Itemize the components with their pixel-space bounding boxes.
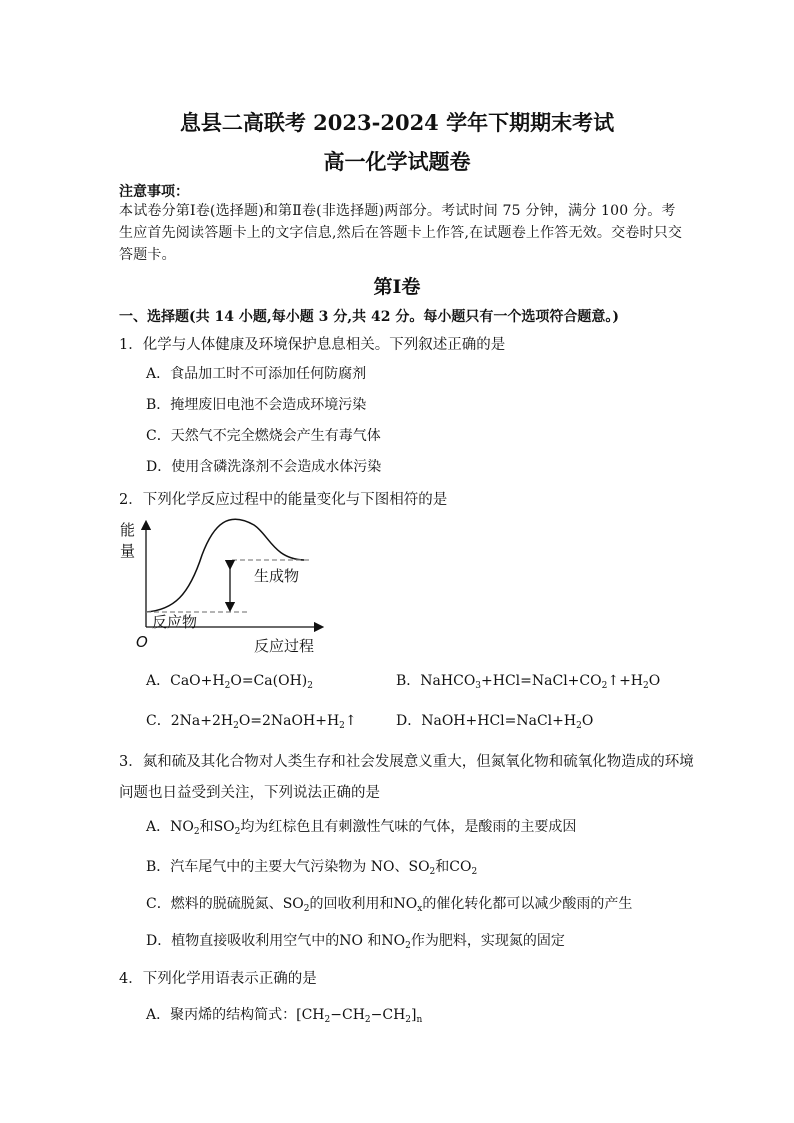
section-title: 第Ⅰ卷 [373, 276, 421, 298]
q2-option-d: D．$NaOH+HCl=NaCl+H_2O$ [396, 713, 594, 731]
exam-subtitle: 高一化学试题卷 [323, 149, 471, 174]
q2-stem: 2．下列化学反应过程中的能量变化与下图相符的是 [119, 492, 448, 508]
section-description: 一、选择题(共 14 小题,每小题 3 分,共 42 分。每小题只有一个选项符合题意。) [119, 309, 619, 325]
q1-option-c: C．天然气不完全燃烧会产生有毒气体 [146, 428, 381, 444]
q1-stem: 1．化学与人体健康及环境保护息息相关。下列叙述正确的是 [119, 337, 506, 353]
product-label: 生成物 [254, 567, 300, 585]
energy-diagram [114, 515, 326, 660]
q1-option-d: D．使用含磷洗涤剂不会造成水体污染 [146, 459, 382, 475]
energy-curve [146, 519, 304, 612]
origin-label: O [136, 633, 148, 651]
q4-option-a: A．聚丙烯的结构简式：$[CH_2-CH_2-CH_2]_n$ [146, 1007, 423, 1025]
q3-stem-line1: 3．氮和硫及其化合物对人类生存和社会发展意义重大，但氮氧化物和硫氧化物造成的环境 [119, 754, 694, 770]
q1-option-a: A．食品加工时不可添加任何防腐剂 [146, 366, 367, 382]
q3-option-d: D．植物直接吸收利用空气中的NO 和$NO_2$作为肥料，实现氮的固定 [146, 933, 565, 951]
q4-stem: 4．下列化学用语表示正确的是 [119, 971, 317, 987]
x-label: 反应过程 [254, 637, 315, 655]
q3-stem-line2: 问题也日益受到关注，下列说法正确的是 [119, 785, 380, 801]
q2-option-a: A．$CaO+H_2O=Ca(OH)_2$ [146, 673, 313, 691]
q2-option-c: C．$2Na+2H_2O=2NaOH+H_2↑$ [146, 713, 357, 731]
notice-text: 本试卷分第Ⅰ卷(选择题)和第Ⅱ卷(非选择题)两部分。考试时间 75 分钟，满分 100 分。考生应首先阅读答题卡上的文字信息,然后在答题卡上作答,在试题卷上作答无效。交卷时只交答题卡。 [119, 203, 683, 263]
q3-option-c: C．燃料的脱硫脱氮、$SO_2$的回收利用和$NO_x$的催化转化都可以减少酸雨的产生 [146, 896, 633, 914]
q2-option-b: B．$NaHCO_3+HCl=NaCl+CO_2↑+H_2O$ [396, 673, 661, 691]
reactant-label: 反应物 [152, 613, 198, 631]
exam-title: 息县二高联考 2023-2024 学年下期期末考试 [179, 110, 615, 135]
notice-heading: 注意事项： [119, 184, 189, 200]
q3-option-a: A．$NO_2$和$SO_2$均为红棕色且有刺激性气味的气体，是酸雨的主要成因 [146, 819, 577, 837]
y-label-1: 能 [120, 521, 136, 539]
q3-option-b: B．汽车尾气中的主要大气污染物为 NO、$SO_2$和$CO_2$ [146, 859, 478, 877]
y-label-2: 量 [120, 542, 136, 560]
q1-option-b: B．掩埋废旧电池不会造成环境污染 [146, 397, 367, 413]
